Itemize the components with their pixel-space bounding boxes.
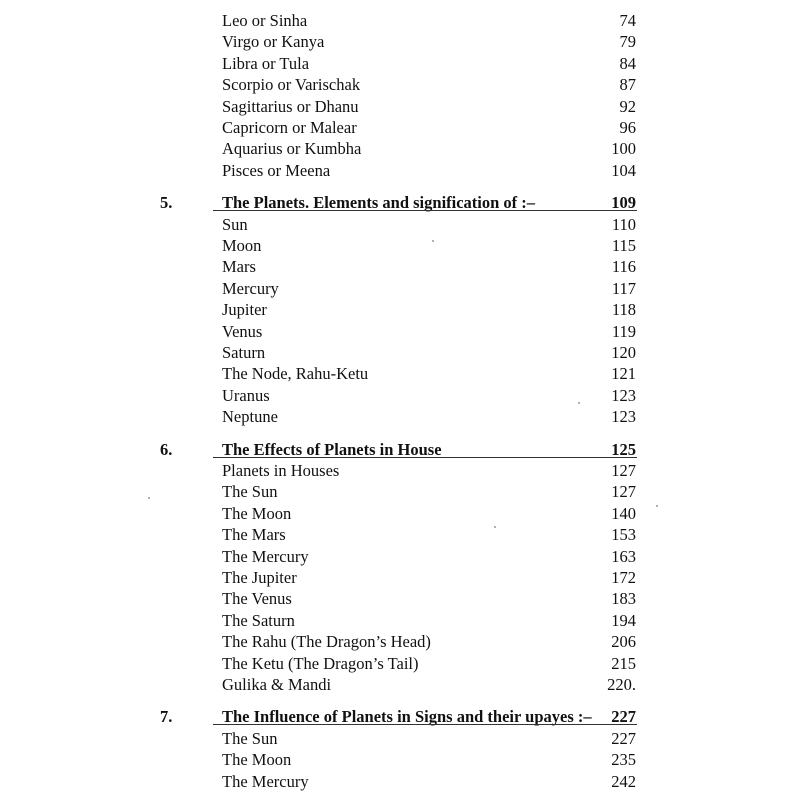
entry-page-number: 123 [611,385,636,405]
section-number: 7. [160,707,173,727]
entry-title: Sun [222,214,248,234]
toc-entry [0,96,799,117]
toc-entry [0,588,799,609]
entry-title: Moon [222,236,262,255]
entry-page-number: 74 [619,11,636,30]
entry-title: Pisces or Meena [222,160,331,180]
entry-page-number: 127 [611,482,636,502]
entry-title: The Moon [222,750,292,770]
entry-title: Gulika & Mandi [222,675,332,694]
toc-entry [0,481,799,502]
entry-page-number: 117 [611,278,636,298]
section-heading-page: 125 [611,439,636,459]
entry-page-number: 206 [611,632,636,652]
section-number: 5. [160,193,173,213]
toc-entry [0,10,799,31]
entry-title: Capricorn or Malear [222,118,357,137]
entry-page-number: 121 [611,364,636,384]
entry-page-number: 79 [619,32,636,52]
toc-entry [0,653,799,674]
entry-title: The Jupiter [222,568,297,587]
toc-entry [0,74,799,95]
entry-page-number: 153 [611,525,636,545]
entry-title: The Ketu (The Dragon’s Tail) [222,653,419,673]
toc-entry [0,385,799,406]
scan-speck [494,526,496,528]
toc-entry [0,631,799,652]
entry-title: The Sun [222,728,278,748]
entry-page-number: 110 [611,214,636,234]
entry-title: Scorpio or Varischak [222,75,361,95]
entry-title: Venus [222,321,263,341]
entry-page-number: 215 [611,653,636,673]
entry-page-number: 123 [611,407,636,427]
toc-entry [0,546,799,567]
entry-title: The Mercury [222,771,309,791]
toc-entry [0,406,799,427]
section-number: 6. [160,439,173,459]
entry-title: The Mercury [222,546,309,566]
toc-entry [0,503,799,524]
scan-speck [148,497,150,499]
toc-entry [0,31,799,52]
toc-entry [0,138,799,159]
entry-title: The Mars [222,525,286,545]
toc-entry [0,235,799,256]
entry-page-number: 119 [611,321,636,341]
entry-page-number: 92 [619,96,636,116]
entry-title: Virgo or Kanya [222,32,325,52]
toc-entry [0,299,799,320]
toc-entry [0,278,799,299]
section-heading-title: The Effects of Planets in House [222,439,442,459]
toc-entry [0,160,799,181]
entry-page-number: 172 [611,568,636,587]
entry-page-number: 227 [611,728,636,748]
toc-entry [0,749,799,770]
section-heading-page: 227 [611,707,636,727]
toc-entry [0,728,799,749]
section-heading-title: The Influence of Planets in Signs and their upayes :– [222,707,592,727]
toc-entry [0,363,799,384]
entry-title: Libra or Tula [222,53,310,73]
toc-entry [0,214,799,235]
toc-entry [0,117,799,138]
entry-page-number: 127 [611,461,636,480]
entry-page-number: 104 [611,160,636,180]
heading-underline-rule [213,457,637,458]
entry-page-number: 120 [611,343,636,362]
entry-page-number: 140 [611,503,636,523]
entry-page-number: 183 [611,589,636,609]
entry-title: Aquarius or Kumbha [222,139,362,159]
toc-entry [0,460,799,481]
entry-title: Planets in Houses [222,461,340,480]
toc-entry [0,674,799,695]
entry-page-number: 84 [619,53,636,73]
entry-page-number: 163 [611,546,636,566]
entry-title: Neptune [222,407,278,427]
entry-title: Uranus [222,385,270,405]
entry-title: Jupiter [222,300,267,320]
toc-entry [0,771,799,792]
entry-page-number: 242 [611,771,636,791]
entry-title: The Moon [222,503,292,523]
section-heading-page: 109 [611,193,636,213]
heading-underline-rule [213,210,637,211]
toc-entry [0,342,799,363]
toc-entry [0,610,799,631]
entry-title: The Rahu (The Dragon’s Head) [222,632,431,652]
entry-page-number: 96 [619,118,636,137]
entry-page-number: 235 [611,750,636,770]
section-heading-title: The Planets. Elements and signification of :– [222,193,536,213]
entry-title: The Sun [222,482,278,502]
entry-page-number: 194 [611,610,636,630]
entry-page-number: 118 [611,300,636,320]
entry-title: The Node, Rahu-Ketu [222,364,369,384]
entry-title: Mercury [222,278,279,298]
entry-title: The Venus [222,589,292,609]
entry-page-number: 116 [611,257,636,277]
entry-title: Mars [222,257,256,277]
entry-page-number: 220. [607,675,636,694]
heading-underline-rule [213,724,637,725]
entry-page-number: 115 [611,236,636,255]
toc-entry [0,321,799,342]
entry-title: Saturn [222,343,266,362]
entry-page-number: 87 [619,75,636,95]
toc-entry [0,567,799,588]
entry-title: Leo or Sinha [222,11,308,30]
toc-entry [0,53,799,74]
scan-speck [656,505,658,507]
entry-title: The Saturn [222,610,295,630]
scan-speck [432,240,434,242]
scan-speck [578,402,580,404]
entry-title: Sagittarius or Dhanu [222,96,359,116]
toc-entry [0,524,799,545]
toc-entry [0,256,799,277]
entry-page-number: 100 [611,139,636,159]
